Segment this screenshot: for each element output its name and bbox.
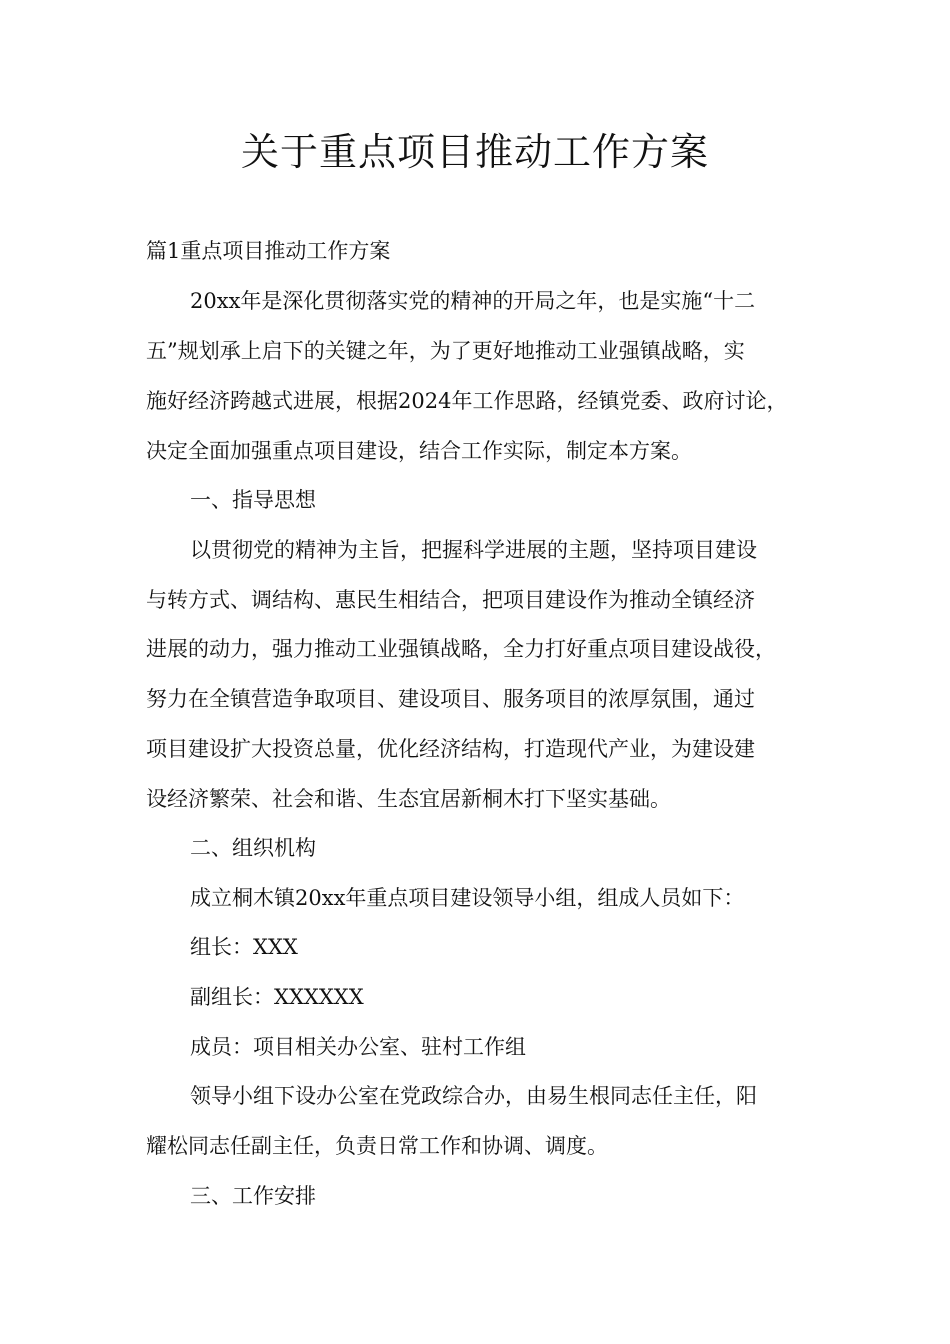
paragraph-line: 进展的动力，强力推动工业强镇战略，全力打好重点项目建设战役，: [146, 637, 776, 661]
paragraph-line: 耀松同志任副主任，负责日常工作和协调、调度。: [146, 1134, 608, 1158]
paragraph-line: 与转方式、调结构、惠民生相结合，把项目建设作为推动全镇经济: [146, 588, 755, 612]
section-heading: 二、组织机构: [190, 836, 316, 860]
paragraph-line: 20xx年是深化贯彻落实党的精神的开局之年，也是实施“十二: [190, 289, 756, 313]
section-heading: 篇1重点项目推动工作方案: [146, 239, 391, 263]
paragraph-line: 五”规划承上启下的关键之年，为了更好地推动工业强镇战略，实: [146, 339, 745, 363]
section-heading: 一、指导思想: [190, 488, 316, 512]
paragraph-line: 副组长：XXXXXX: [190, 985, 364, 1009]
paragraph-line: 决定全面加强重点项目建设，结合工作实际，制定本方案。: [146, 439, 692, 463]
paragraph-line: 成立桐木镇20xx年重点项目建设领导小组，组成人员如下：: [190, 886, 745, 910]
paragraph-line: 组长：XXX: [190, 935, 298, 959]
paragraph-line: 设经济繁荣、社会和谐、生态宜居新桐木打下坚实基础。: [146, 787, 671, 811]
document-title: 关于重点项目推动工作方案: [240, 130, 709, 174]
paragraph-line: 领导小组下设办公室在党政综合办，由易生根同志任主任，阳: [190, 1084, 757, 1108]
paragraph-line: 施好经济跨越式进展，根据2024年工作思路，经镇党委、政府讨论，: [146, 389, 788, 413]
paragraph-line: 努力在全镇营造争取项目、建设项目、服务项目的浓厚氛围，通过: [146, 687, 755, 711]
paragraph-line: 成员：项目相关办公室、驻村工作组: [190, 1035, 526, 1059]
section-heading: 三、工作安排: [190, 1184, 316, 1208]
paragraph-line: 以贯彻党的精神为主旨，把握科学进展的主题，坚持项目建设: [190, 538, 757, 562]
paragraph-line: 项目建设扩大投资总量，优化经济结构，打造现代产业，为建设建: [146, 737, 755, 761]
